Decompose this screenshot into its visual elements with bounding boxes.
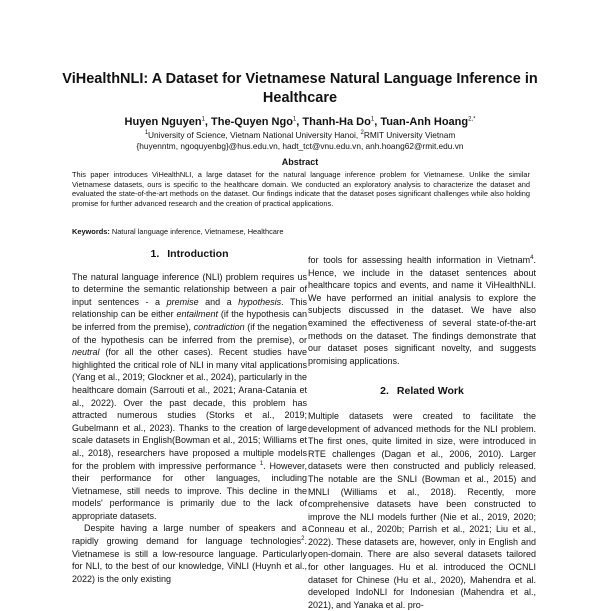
affiliation-org: University of Science, Vietnam National University Hanoi, bbox=[148, 130, 361, 140]
author-mark: 1 bbox=[292, 116, 297, 123]
author-mark: 2,* bbox=[468, 116, 476, 123]
author-mark: 1 bbox=[370, 116, 375, 123]
keywords-label: Keywords: bbox=[72, 227, 110, 236]
left-column bbox=[72, 248, 307, 585]
affiliation-org: RMIT University Vietnam bbox=[363, 130, 456, 140]
paper-title: ViHealthNLI: A Dataset for Vietnamese Natural Language Inference in Healthcare bbox=[62, 71, 538, 106]
author-name: Thanh-Ha Do bbox=[302, 116, 371, 128]
section-number: 2. bbox=[380, 385, 389, 398]
section-title: Introduction bbox=[167, 248, 229, 260]
author-list: Huyen Nguyen$^1$, The-Quyen Ngo$^1$, Thanh-Ha Do$^1$, Tuan-Anh Hoang$^{2,*}$ bbox=[124, 116, 476, 128]
intro-paragraph-2: Despite having a large number of speakers and a rapidly growing demand for language technologies$^2$. Vietnamese is still a low-resource language. Particularly for NLI, to the best of our knowledge, ViNLI (Huynh et al., 2022) is the only existing bbox=[72, 523, 307, 584]
affiliation-mark: 2 bbox=[360, 130, 364, 137]
author-mark: 1 bbox=[201, 116, 205, 123]
affiliation-line bbox=[40, 130, 560, 141]
author-emails: {huyenntm, ngoquyenbg}@hus.edu.vn, hadt_tct@vnu.edu.vn, anh.hoang62@rmit.edu.vn bbox=[136, 141, 464, 151]
related-paragraph-1: Multiple datasets were created to facilitate the development of advanced methods for the NLI problem. The first ones, quite limited in size, were introduced in RTE challenges (Dagan et al., 2006, 2010). Larger datasets were then constructed and publicly released. The notable are the SNLI (Bowman et al., 2015) and MNLI (Williams et al., 2018). Recently, more comprehensive datasets have been constructed to improve the NLI models further (Nie et al., 2019, 2020; Conneau et al., 2020b; Parrish et al., 2021; Liu et al., 2022). These datasets are, however, only in English and open-domain. There are also several datasets tailored for other languages. Hu et al. introduced the OCNLI dataset for Chinese (Hu et al., 2020), Mahendra et al. developed IndoNLI for Indonesian (Mahendra et al., 2021), and Yanaka et al. pro- bbox=[308, 410, 536, 610]
footnote-mark: 1 bbox=[259, 460, 264, 467]
affiliations bbox=[40, 130, 560, 152]
author-name: Tuan-Anh Hoang bbox=[380, 116, 469, 128]
section-number: 1. bbox=[150, 248, 160, 260]
section-heading-related-work bbox=[308, 385, 536, 398]
right-column bbox=[308, 254, 536, 611]
author-name: Huyen Nguyen bbox=[124, 116, 202, 128]
abstract-text: This paper introduces ViHealthNLI, a large dataset for the natural language inference problem for Vietnamese. Unlike the similar Vietnamese datasets, ours is specific to the healthcare domain. We conducted an exploratory analysis to characterize the dataset and evaluated the state-of-the-art methods on the dataset. Our findings indicate that the dataset poses significant challenges while also holding promise for further advanced research and the creation of practical applications. bbox=[72, 170, 530, 208]
intro-paragraph-1: The natural language inference (NLI) problem requires us to determine the semantic relationship between a pair of input sentences - a premise and a hypothesis. This relationship can be either entailment (if the hypothesis can be inferred from the premise), contradiction (if the negation of the hypothesis can be inferred from the premise), or neutral (for all the other cases). Recent studies have highlighted the critical role of NLI in many vital applications (Yang et al., 2019; Glockner et al., 2024), particularly in the healthcare domain (Sarrouti et al., 2021; Arana-Catania et al., 2022). Over the past decade, this problem has attracted numerous studies (Storks et al., 2019; Gubelmann et al., 2023). Thanks to the creation of large scale datasets in English(Bowman et al., 2015; Williams et al., 2018), researchers have proposed a multiple models for the problem with impressive performance $^1$. However, their performance for other languages, including Vietnamese, still needs to improve. This decline in the models' performance is primarily due to the lack of appropriate datasets. bbox=[72, 271, 307, 521]
abstract-heading: Abstract bbox=[281, 157, 319, 167]
keywords-list: Natural language inference, Vietnamese, Healthcare bbox=[109, 227, 284, 236]
section-heading-introduction bbox=[72, 248, 307, 261]
section-title: Related Work bbox=[396, 385, 464, 398]
author-name: The-Quyen Ngo bbox=[211, 116, 293, 128]
intro-paragraph-3: for tools for assessing health information in Vietnam$^4$. Hence, we include in the dataset sentences about healthcare topics and events, and name it ViHealthNLI. We have performed an initial analysis to explore the subjects discussed in the dataset. We have also examined the effectiveness of several state-of-the-art methods on the dataset. The findings demonstrate that our dataset poses significant novelty, and suggests promising applications. bbox=[308, 255, 536, 366]
affiliation-mark: 1 bbox=[144, 130, 149, 137]
keywords bbox=[72, 227, 530, 237]
footnote-mark: 2 bbox=[301, 536, 305, 543]
footnote-mark: 4 bbox=[530, 255, 534, 261]
